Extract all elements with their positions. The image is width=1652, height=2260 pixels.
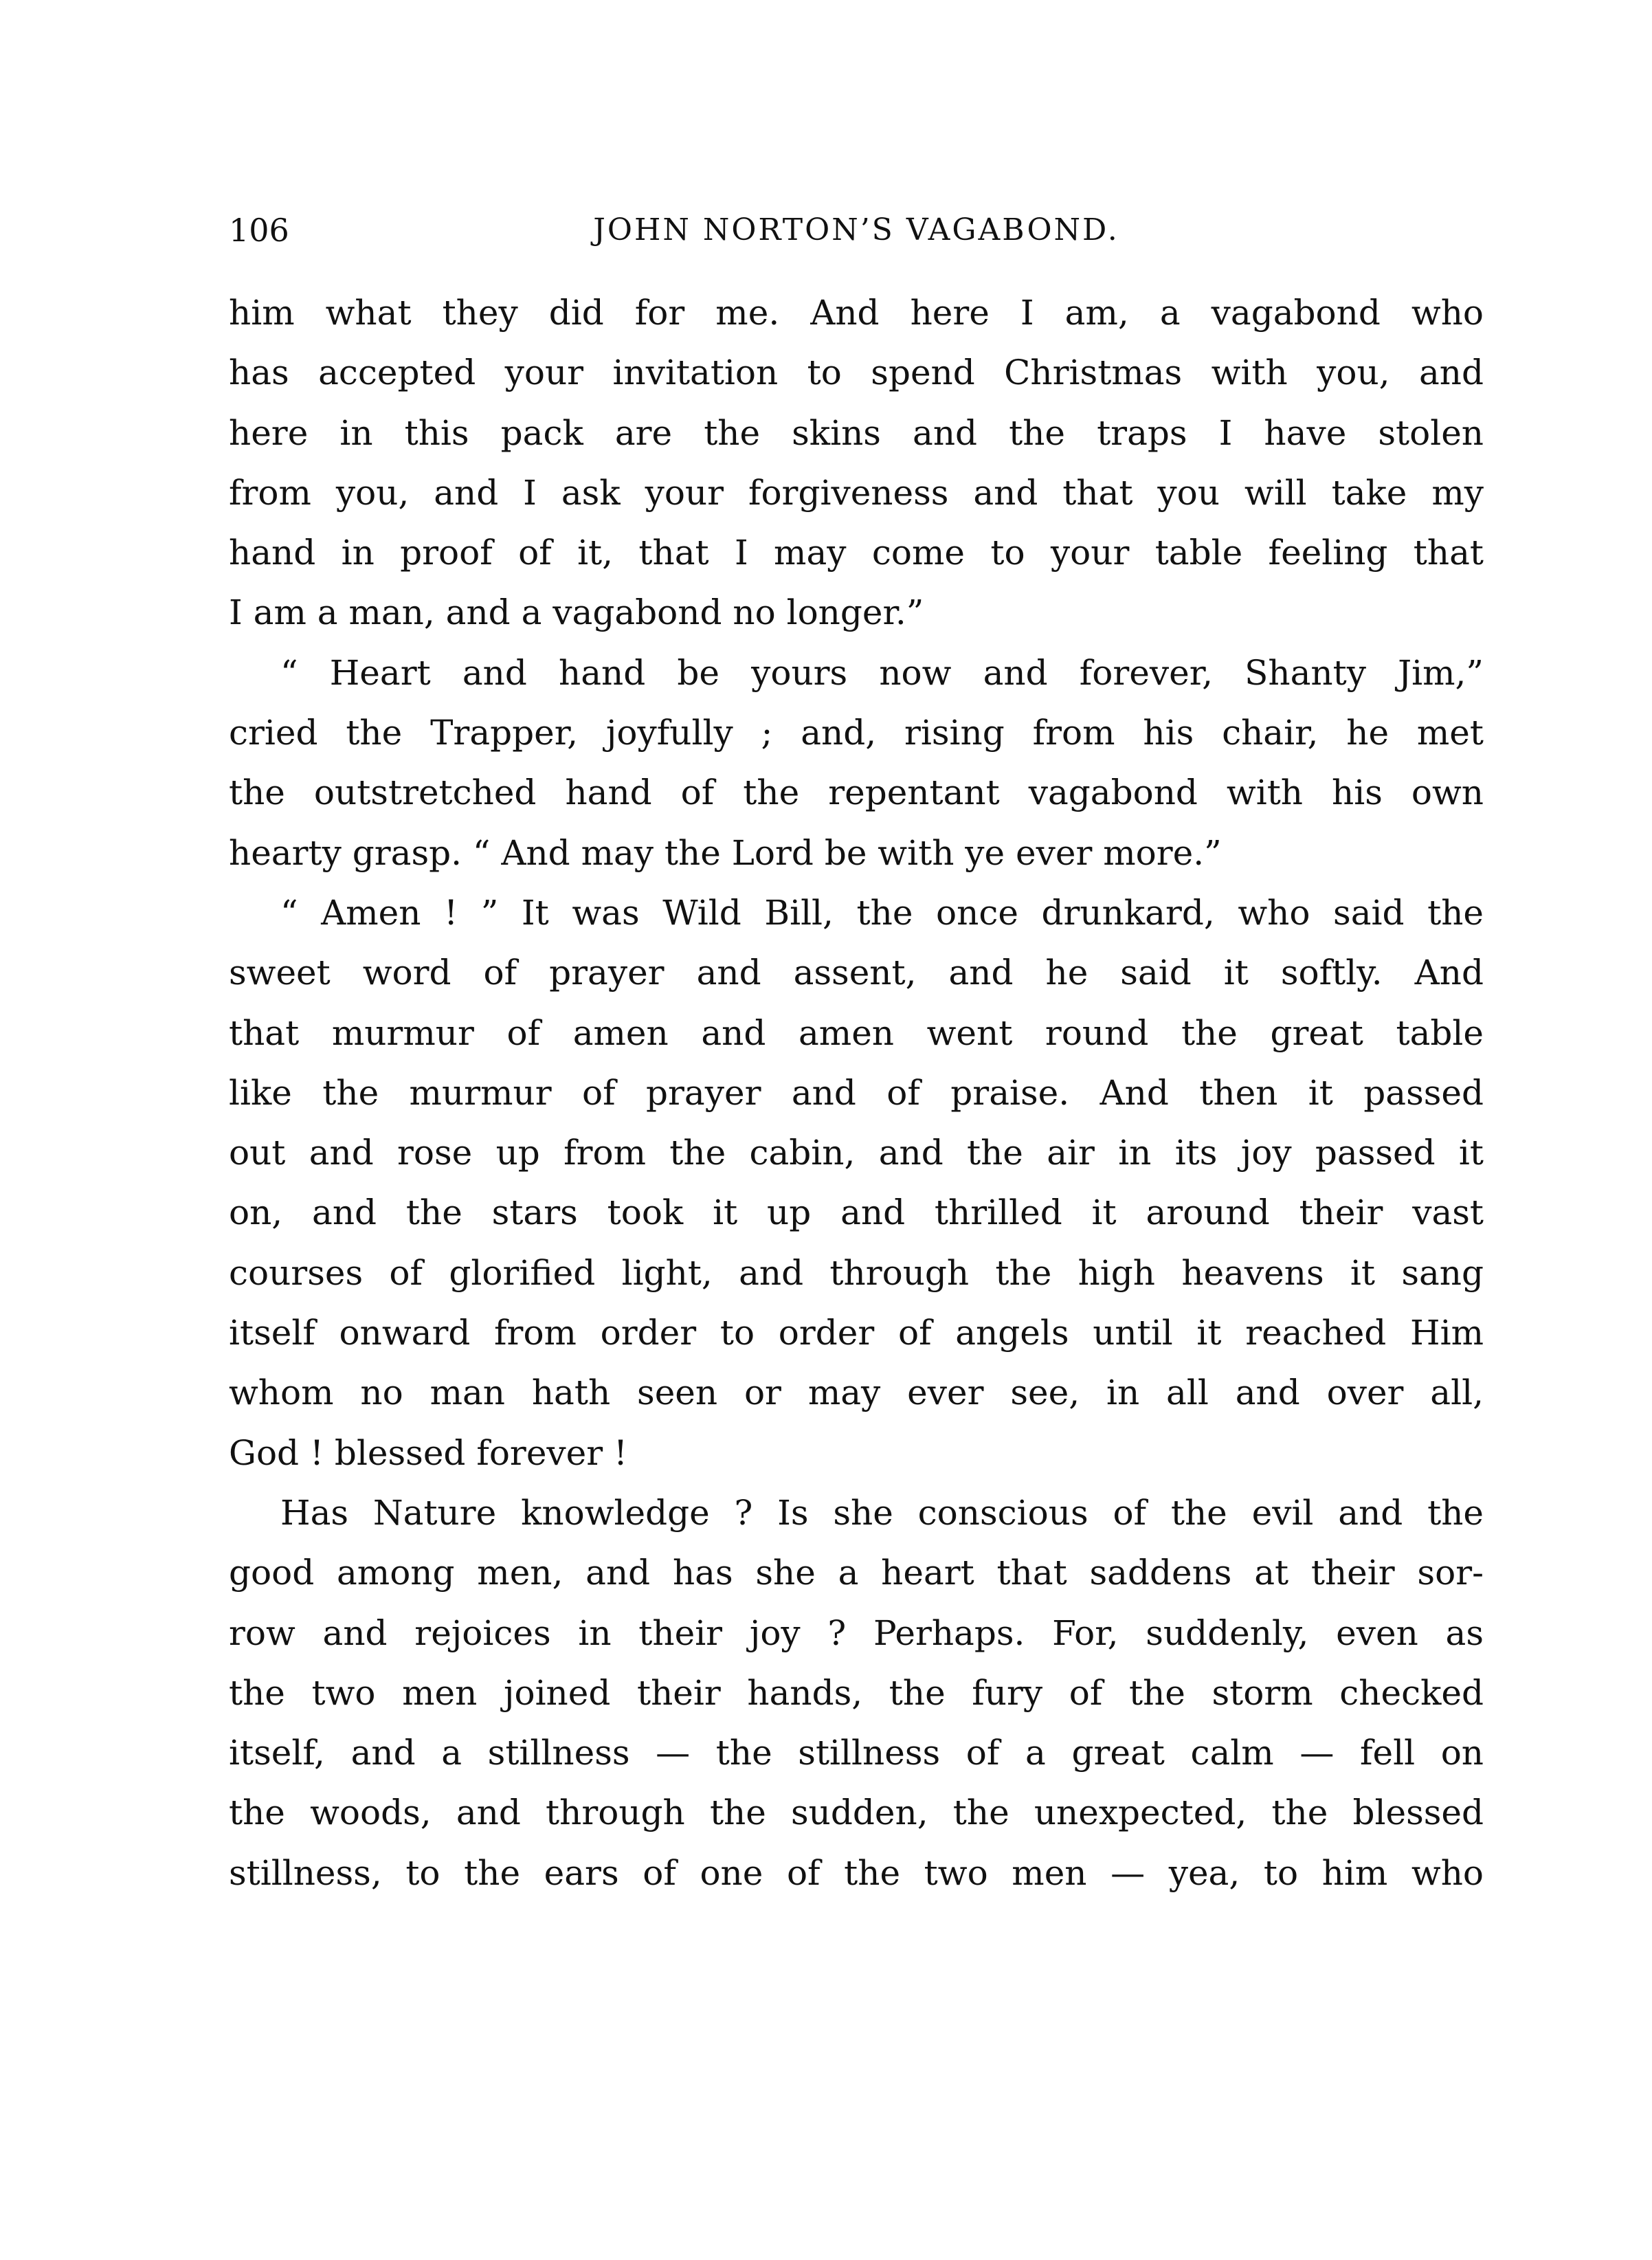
text-line: here in this pack are the skins and the traps I have stolen (229, 412, 1484, 453)
page-number: 106 (229, 212, 289, 249)
text-line: the outstretched hand of the repentant vagabond with his own (229, 773, 1484, 813)
text-line: Has Nature knowledge ? Is she conscious of the evil and the (280, 1492, 1484, 1533)
text-line: that murmur of amen and amen went round the great table (229, 1012, 1484, 1053)
running-title: JOHN NORTON’S VAGABOND. (593, 212, 1119, 247)
text-line: whom no man hath seen or may ever see, in all and over all, (229, 1373, 1484, 1413)
text-line: hand in proof of it, that I may come to your table feeling that (229, 533, 1484, 573)
text-line: row and rejoices in their joy ? Perhaps. For, suddenly, even as (229, 1613, 1484, 1653)
text-line: “ Amen ! ” It was Wild Bill, the once drunkard, who said the (280, 892, 1484, 933)
running-head (229, 203, 1484, 258)
text-line: hearty grasp. “ And may the Lord be with ye ever more.” (229, 832, 1222, 873)
text-line: cried the Trapper, joyfully ; and, rising from his chair, he met (229, 713, 1484, 753)
text-line: good among men, and has she a heart that saddens at their sor- (229, 1553, 1484, 1593)
text-line: sweet word of prayer and assent, and he said it softly. And (229, 953, 1484, 993)
text-line: out and rose up from the cabin, and the air in its joy passed it (229, 1133, 1484, 1173)
text-line: “ Heart and hand be yours now and forever, Shanty Jim,” (280, 652, 1484, 693)
text-line: like the murmur of prayer and of praise. And then it passed (229, 1072, 1484, 1113)
text-line: I am a man, and a vagabond no longer.” (229, 592, 924, 633)
text-line: him what they did for me. And here I am, a vagabond who (229, 293, 1484, 333)
text-line: the woods, and through the sudden, the unexpected, the blessed (229, 1793, 1484, 1833)
body-text (229, 283, 1484, 1903)
text-line: courses of glorified light, and through the high heavens it sang (229, 1252, 1484, 1293)
text-line: itself, and a stillness — the stillness of a great calm — fell on (229, 1733, 1484, 1773)
text-line: from you, and I ask your forgiveness and that you will take my (229, 472, 1484, 513)
text-line: the two men joined their hands, the fury of the storm checked (229, 1672, 1484, 1713)
text-line: God ! blessed forever ! (229, 1432, 628, 1473)
text-line: stillness, to the ears of one of the two men — yea, to him who (229, 1852, 1484, 1893)
text-line: itself onward from order to order of angels until it reached Him (229, 1313, 1484, 1353)
text-line: on, and the stars took it up and thrilled it around their vast (229, 1193, 1484, 1233)
text-line: has accepted your invitation to spend Christmas with you, and (229, 353, 1484, 393)
